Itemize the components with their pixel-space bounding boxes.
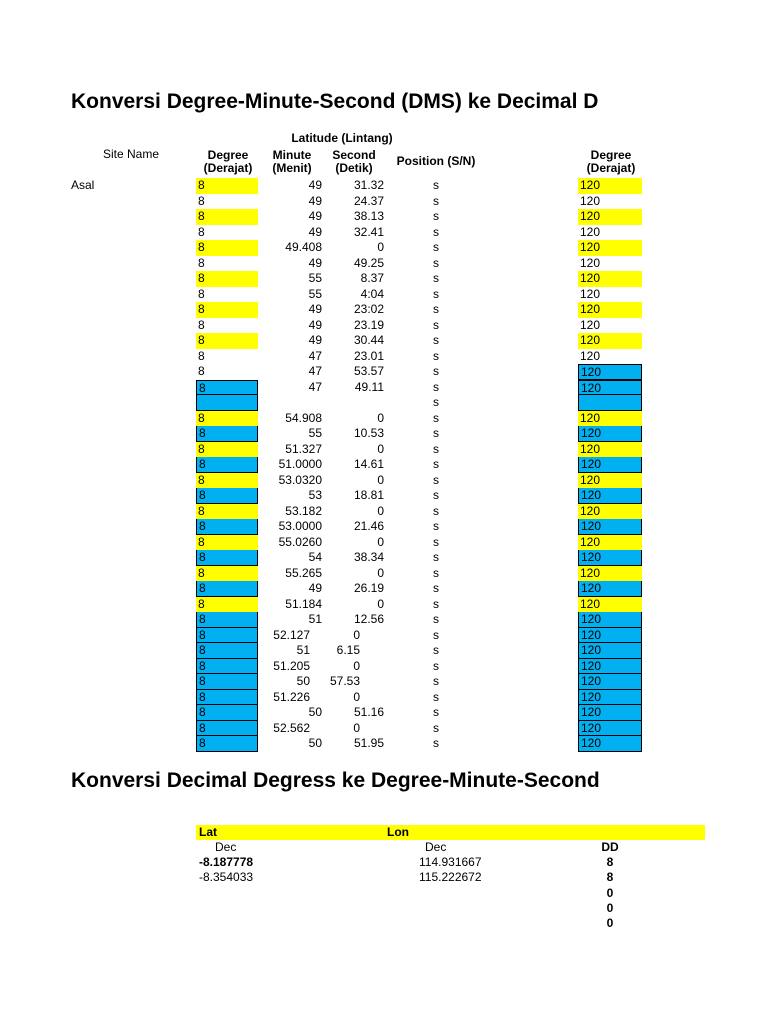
dd-cell: 0 (606, 916, 614, 931)
position-cell: s (433, 689, 439, 704)
lon-degree-cell: 120 (578, 178, 642, 194)
minute-cell: 47 (308, 364, 322, 378)
lon-degree-cell: 120 (578, 736, 642, 752)
lat-dec-cell: -8.354033 (199, 870, 254, 885)
table-row (0, 426, 768, 442)
degree-cell: 8 (196, 488, 258, 504)
table-row (0, 209, 768, 225)
table-row (0, 721, 768, 737)
table-row (0, 395, 768, 411)
table-row (0, 457, 768, 473)
site-name-header: Site Name (103, 147, 160, 161)
minute-cell: 51 (296, 643, 310, 657)
second-cell: 23.19 (353, 317, 384, 332)
lon-degree-cell: 120 (578, 659, 642, 675)
lon-degree-cell: 120 (578, 488, 642, 504)
lat-label: Lat (199, 825, 217, 839)
second-cell: 51.95 (353, 736, 384, 750)
lon-degree-cell (578, 395, 642, 411)
position-cell: s (433, 178, 439, 192)
minute-cell: 51.226 (273, 689, 310, 704)
degree-cell: 8 (198, 348, 205, 363)
table-row (0, 736, 768, 752)
position-cell: s (433, 395, 439, 409)
lon-degree-cell: 120 (578, 240, 642, 256)
second-cell: 0 (377, 472, 384, 487)
table-row (0, 643, 768, 659)
lon-degree-cell: 120 (578, 690, 642, 706)
table-row (0, 504, 768, 520)
lon-degree-cell: 120 (578, 519, 642, 535)
position-cell: s (433, 627, 439, 642)
position-cell: s (433, 317, 439, 332)
degree-cell: 8 (196, 736, 258, 752)
degree-cell: 8 (196, 550, 258, 566)
table-row (0, 659, 768, 675)
lon-degree-cell: 120 (578, 473, 642, 489)
lon-degree-cell: 120 (578, 550, 642, 566)
position-cell: s (433, 348, 439, 363)
degree-cell: 8 (196, 597, 258, 613)
degree-header: Degree (Derajat) (203, 148, 253, 175)
degree-cell: 8 (198, 364, 205, 378)
degree-cell: 8 (196, 380, 258, 396)
degree-cell: 8 (196, 411, 258, 427)
degree-cell: 8 (198, 255, 205, 270)
degree-cell: 8 (196, 581, 258, 597)
position-cell: s (433, 457, 439, 471)
position-cell: s (433, 286, 439, 301)
table-row (0, 855, 768, 871)
position-cell: s (433, 302, 439, 316)
position-cell: s (433, 534, 439, 549)
minute-cell: 55 (308, 286, 322, 301)
lon-degree-header: Degree (Derajat) (586, 148, 636, 175)
table-row (0, 178, 768, 194)
lon-degree-cell: 120 (578, 643, 642, 659)
dd-cell: 8 (606, 870, 614, 885)
degree-cell: 8 (196, 721, 258, 737)
lon-degree-cell: 120 (580, 317, 601, 332)
position-cell: s (433, 224, 439, 239)
degree-cell: 8 (196, 659, 258, 675)
lon-degree-cell: 120 (578, 721, 642, 737)
second-cell: 38.34 (353, 550, 384, 564)
minute-cell: 54.908 (285, 410, 322, 425)
second-cell: 24.37 (353, 193, 384, 208)
position-cell: s (433, 240, 439, 254)
lon-degree-cell: 120 (580, 224, 601, 239)
second-cell: 0 (377, 503, 384, 518)
lon-degree-cell: 120 (580, 286, 601, 301)
table-row (0, 318, 768, 334)
minute-cell: 49 (308, 317, 322, 332)
minute-cell: 51.0000 (278, 457, 322, 471)
position-header: Position (S/N) (396, 154, 476, 168)
lon-degree-cell: 120 (578, 442, 642, 458)
minute-cell: 49 (308, 302, 322, 316)
table-row (0, 870, 768, 886)
lon-degree-cell: 120 (578, 271, 642, 287)
lat-dec-cell: -8.187778 (199, 855, 254, 869)
degree-cell: 8 (196, 271, 258, 287)
second-cell: 31.32 (353, 178, 384, 192)
table-row (0, 886, 768, 902)
dd-cell: 0 (606, 900, 614, 915)
second-cell: 57.53 (330, 674, 361, 688)
table-row (0, 287, 768, 303)
second-cell: 6.15 (336, 643, 360, 657)
lon-degree-cell: 120 (578, 302, 642, 318)
lon-degree-cell: 120 (578, 504, 642, 520)
second-cell: 0 (377, 240, 384, 254)
table-row (0, 674, 768, 690)
minute-cell: 55.0260 (278, 534, 322, 549)
minute-cell: 49 (308, 255, 322, 270)
table-row (0, 364, 768, 380)
second-cell: 0 (377, 565, 384, 580)
lon-degree-cell: 120 (580, 255, 601, 270)
second-cell: 0 (353, 627, 360, 642)
second-cell: 51.16 (353, 705, 384, 719)
position-cell: s (433, 379, 439, 394)
table-row (0, 535, 768, 551)
table-row (0, 628, 768, 644)
position-cell: s (433, 255, 439, 270)
position-cell: s (433, 643, 439, 657)
latitude-group-header: Latitude (Lintang) (291, 131, 393, 145)
minute-cell: 52.562 (273, 720, 310, 735)
lon-degree-cell: 120 (578, 705, 642, 721)
degree-cell: 8 (196, 240, 258, 256)
degree-cell: 8 (196, 333, 258, 349)
position-cell: s (433, 736, 439, 750)
minute-cell: 54 (308, 550, 322, 564)
degree-cell: 8 (196, 612, 258, 628)
degree-cell: 8 (196, 473, 258, 489)
table-row (0, 240, 768, 256)
lon-degree-cell: 120 (578, 411, 642, 427)
second-cell: 53.57 (353, 364, 384, 378)
minute-cell: 51.184 (285, 596, 322, 611)
lon-degree-cell: 120 (578, 566, 642, 582)
second-cell: 0 (353, 689, 360, 704)
minute-cell: 53.182 (285, 503, 322, 518)
position-cell: s (433, 612, 439, 626)
position-cell: s (433, 426, 439, 440)
table-row (0, 566, 768, 582)
table-row (0, 488, 768, 504)
second-cell: 12.56 (353, 612, 384, 626)
degree-cell: 8 (196, 643, 258, 659)
position-cell: s (433, 503, 439, 518)
second-cell: 30.44 (353, 333, 384, 347)
position-cell: s (433, 550, 439, 564)
table-row (0, 256, 768, 272)
table-row (0, 225, 768, 241)
dd-header: DD (601, 840, 619, 854)
lon-label: Lon (387, 825, 409, 839)
position-cell: s (433, 472, 439, 487)
lon-degree-cell: 120 (578, 612, 642, 628)
position-cell: s (433, 441, 439, 456)
second-cell: 26.19 (353, 581, 384, 595)
table-row (0, 690, 768, 706)
table-row (0, 916, 768, 932)
minute-cell: 52.127 (273, 627, 310, 642)
position-cell: s (433, 410, 439, 425)
position-cell: s (433, 488, 439, 502)
second-cell: 10.53 (353, 426, 384, 440)
position-cell: s (433, 271, 439, 285)
second-cell: 23.01 (353, 348, 384, 363)
lon-degree-cell: 120 (578, 628, 642, 644)
table-row (0, 302, 768, 318)
position-cell: s (433, 674, 439, 688)
minute-cell: 47 (308, 348, 322, 363)
lon-dec-cell: 114.931667 (419, 855, 482, 869)
minute-cell: 49 (308, 333, 322, 347)
minute-header: Minute (Menit) (272, 148, 312, 175)
degree-cell: 8 (198, 224, 205, 239)
minute-cell: 55.265 (285, 565, 322, 580)
table-row (0, 349, 768, 365)
lon-degree-cell: 120 (578, 457, 642, 473)
second-cell: 49.25 (353, 255, 384, 270)
lon-degree-cell: 120 (580, 348, 601, 363)
position-cell: s (433, 565, 439, 580)
position-cell: s (433, 193, 439, 208)
position-cell: s (433, 581, 439, 595)
position-cell: s (433, 519, 439, 533)
dd-cell: 8 (606, 855, 614, 869)
position-cell: s (433, 209, 439, 223)
degree-cell: 8 (196, 519, 258, 535)
degree-cell: 8 (196, 535, 258, 551)
degree-cell: 8 (196, 674, 258, 690)
second-cell: 18.81 (353, 488, 384, 502)
degree-cell: 8 (196, 426, 258, 442)
degree-cell: 8 (196, 705, 258, 721)
second-header: Second (Detik) (332, 148, 376, 175)
degree-cell: 8 (196, 178, 258, 194)
table-row (0, 380, 768, 396)
position-cell: s (433, 333, 439, 347)
second-cell: 0 (377, 410, 384, 425)
minute-cell: 49 (308, 178, 322, 192)
minute-cell: 49 (308, 581, 322, 595)
second-cell: 0 (377, 534, 384, 549)
second-cell (324, 395, 384, 411)
minute-cell: 53.0000 (278, 519, 322, 533)
minute-cell: 53.0320 (278, 472, 322, 487)
lon-degree-cell: 120 (578, 674, 642, 690)
second-cell: 0 (377, 596, 384, 611)
table-row (0, 612, 768, 628)
minute-cell: 51.327 (285, 441, 322, 456)
lon-degree-cell: 120 (578, 333, 642, 349)
lon-dec-header: Dec (425, 840, 447, 854)
second-cell: 4:04 (360, 286, 384, 301)
second-cell: 38.13 (353, 209, 384, 223)
table-row (0, 333, 768, 349)
degree-cell: 8 (196, 457, 258, 473)
second-cell: 32.41 (353, 224, 384, 239)
lon-degree-cell: 120 (578, 380, 642, 396)
table-row (0, 519, 768, 535)
minute-cell (262, 395, 322, 411)
degree-cell: 8 (196, 566, 258, 582)
minute-cell: 55 (308, 426, 322, 440)
minute-cell: 49 (308, 209, 322, 223)
second-cell: 0 (353, 720, 360, 735)
table-row (0, 473, 768, 489)
second-cell: 49.11 (354, 379, 384, 394)
lon-degree-cell: 120 (578, 535, 642, 551)
position-cell: s (433, 364, 439, 378)
lat-dec-header: Dec (215, 840, 237, 854)
degree-cell: 8 (198, 193, 205, 208)
lon-degree-cell: 120 (578, 209, 642, 225)
table-row (0, 597, 768, 613)
lon-degree-cell: 120 (578, 364, 642, 380)
minute-cell: 49 (308, 193, 322, 208)
lon-dec-cell: 115.222672 (419, 870, 482, 885)
second-cell: 8.37 (360, 271, 384, 285)
degree-cell: 8 (196, 690, 258, 706)
lon-degree-cell: 120 (578, 581, 642, 597)
degree-cell (196, 395, 258, 411)
second-cell: 0 (377, 441, 384, 456)
dd-section-title: Konversi Decimal Degress ke Degree-Minute-Second (71, 769, 600, 792)
minute-cell: 51.205 (273, 658, 310, 673)
lon-degree-cell: 120 (578, 597, 642, 613)
table-row (0, 550, 768, 566)
minute-cell: 47 (308, 379, 322, 394)
minute-cell: 50 (308, 705, 322, 719)
lon-degree-cell: 120 (578, 426, 642, 442)
minute-cell: 49.408 (285, 240, 322, 254)
minute-cell: 51 (308, 612, 322, 626)
second-cell: 14.61 (353, 457, 384, 471)
minute-cell: 50 (308, 736, 322, 750)
degree-cell: 8 (196, 209, 258, 225)
table-row (0, 901, 768, 917)
table-row (0, 442, 768, 458)
table-row (0, 194, 768, 210)
second-cell: 23:02 (353, 302, 384, 316)
minute-cell: 55 (308, 271, 322, 285)
degree-cell: 8 (196, 442, 258, 458)
dms-section-title: Konversi Degree-Minute-Second (DMS) ke Decimal D (71, 90, 599, 113)
dd-cell: 0 (606, 885, 614, 900)
position-cell: s (433, 720, 439, 735)
table-row (0, 271, 768, 287)
table-row (0, 411, 768, 427)
lat-lon-header-bar (196, 825, 705, 840)
minute-cell: 53 (308, 488, 322, 502)
lon-degree-cell: 120 (580, 193, 601, 208)
site-name-cell: Asal (71, 178, 95, 192)
degree-cell: 8 (196, 302, 258, 318)
degree-cell: 8 (198, 286, 205, 301)
degree-cell: 8 (196, 504, 258, 520)
position-cell: s (433, 596, 439, 611)
position-cell: s (433, 658, 439, 673)
second-cell: 0 (353, 658, 360, 673)
minute-cell: 50 (296, 674, 310, 688)
table-row (0, 705, 768, 721)
degree-cell: 8 (196, 628, 258, 644)
position-cell: s (433, 705, 439, 719)
second-cell: 21.46 (353, 519, 384, 533)
table-row (0, 581, 768, 597)
minute-cell: 49 (308, 224, 322, 239)
degree-cell: 8 (198, 317, 205, 332)
